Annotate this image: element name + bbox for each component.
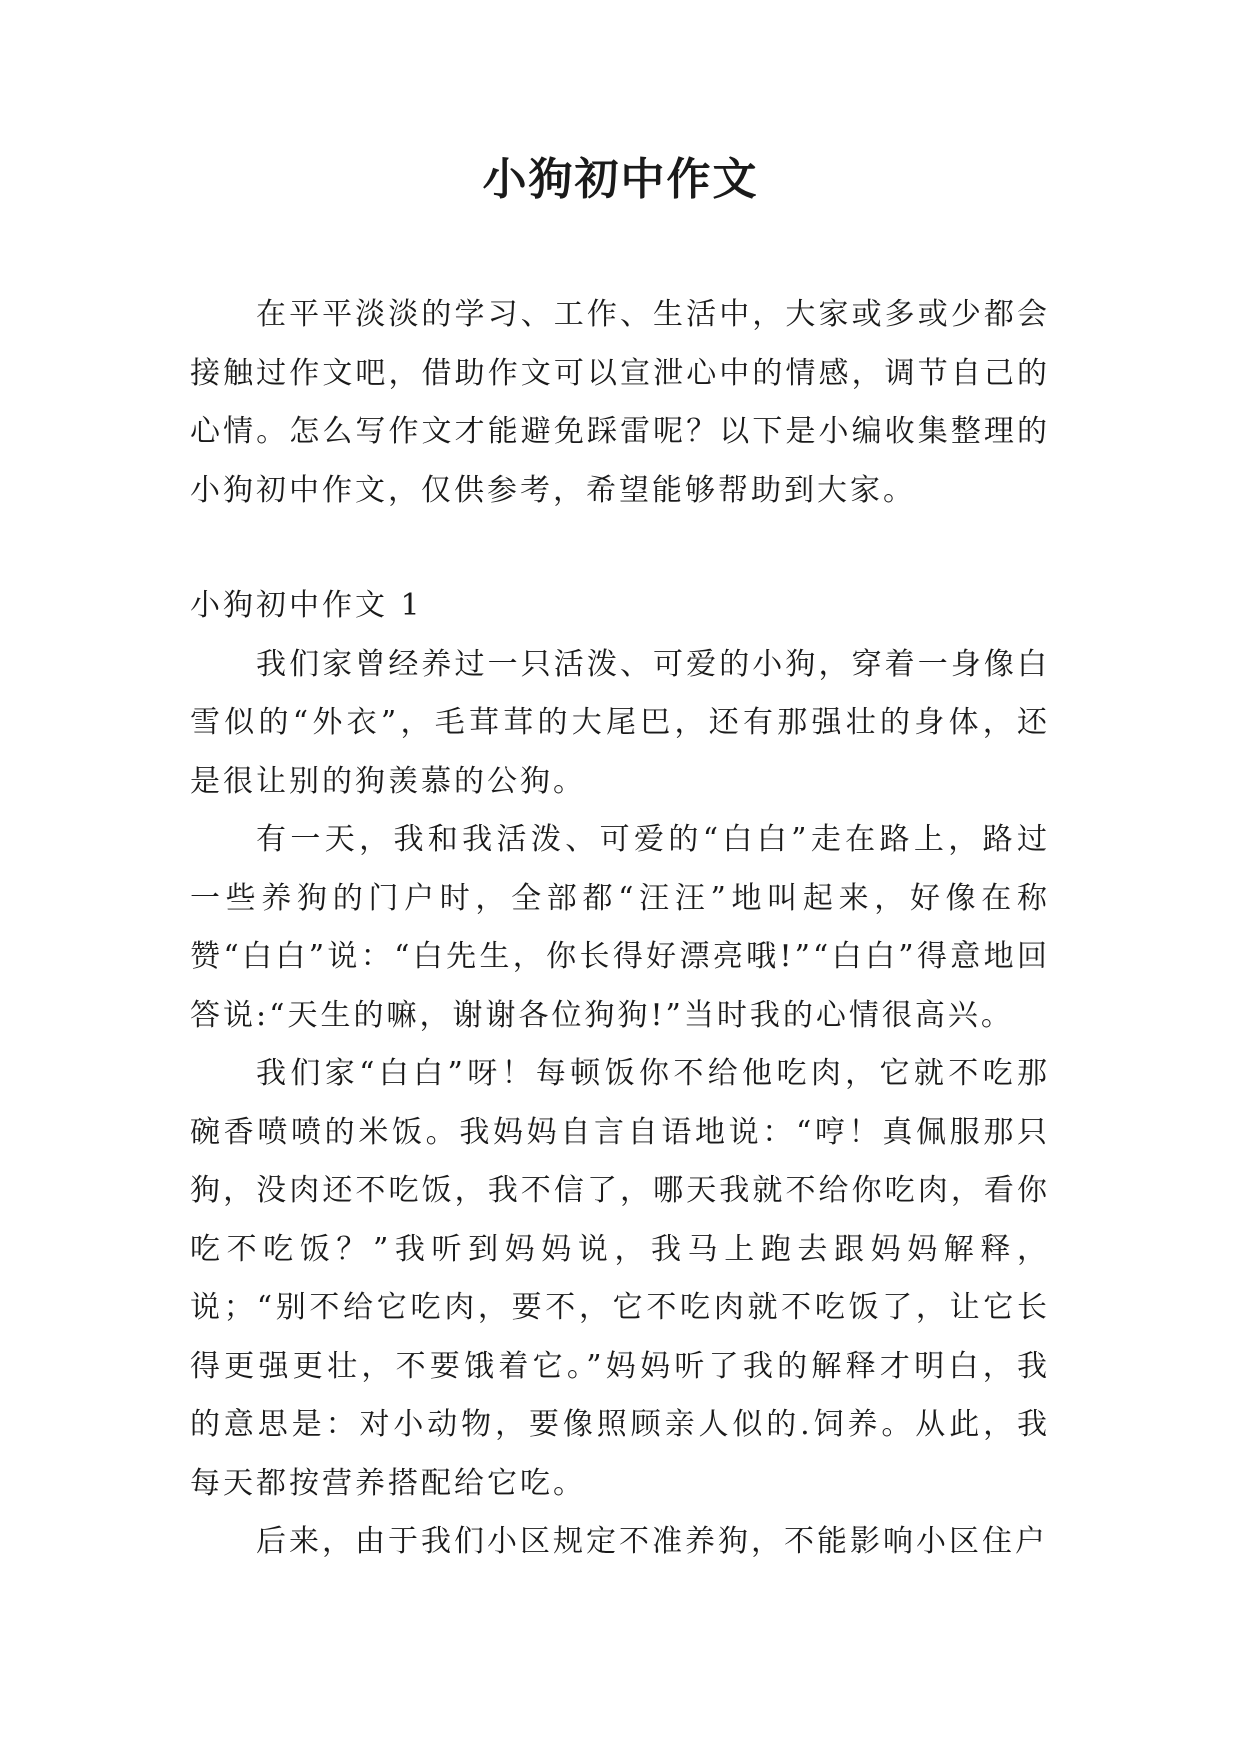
essay-paragraph: 有一天，我和我活泼、可爱的“白白”走在路上，路过一些养狗的门户时，全部都“汪汪”地叫起来，好像在称赞“白白”说：“白先生，你长得好漂亮哦!”“白白”得意地回答说:“天生的嘛，谢谢各位狗狗!”当时我的心情很高兴。 — [190, 822, 1050, 1033]
essay-section — [190, 577, 1050, 1572]
section-heading: 小狗初中作文 1 — [190, 588, 423, 623]
essay-paragraph: 我们家“白白”呀！每顿饭你不给他吃肉，它就不吃那碗香喷喷的米饭。我妈妈自言自语地说：“哼！真佩服那只狗，没肉还不吃饭，我不信了，哪天我就不给你吃肉，看你吃不吃饭？”我听到妈妈说，我马上跑去跟妈妈解释，说；“别不给它吃肉，要不，它不吃肉就不吃饭了，让它长得更强更壮，不要饿着它。”妈妈听了我的解释才明白，我的意思是：对小动物，要像照顾亲人似的.饲养。从此，我每天都按营养搭配给它吃。 — [190, 1056, 1050, 1501]
essay-paragraph: 后来，由于我们小区规定不准养狗，不能影响小区住户 — [256, 1524, 1048, 1559]
document-title: 小狗初中作文 — [482, 154, 759, 205]
essay-paragraph: 我们家曾经养过一只活泼、可爱的小狗，穿着一身像白雪似的“外衣”，毛茸茸的大尾巴，还有那强壮的身体，还是很让别的狗羡慕的公狗。 — [190, 646, 1050, 799]
intro-paragraph: 在平平淡淡的学习、工作、生活中，大家或多或少都会接触过作文吧，借助作文可以宣泄心中的情感，调节自己的心情。怎么写作文才能避免踩雷呢？以下是小编收集整理的小狗初中作文，仅供参考，希望能够帮助到大家。 — [190, 297, 1050, 508]
